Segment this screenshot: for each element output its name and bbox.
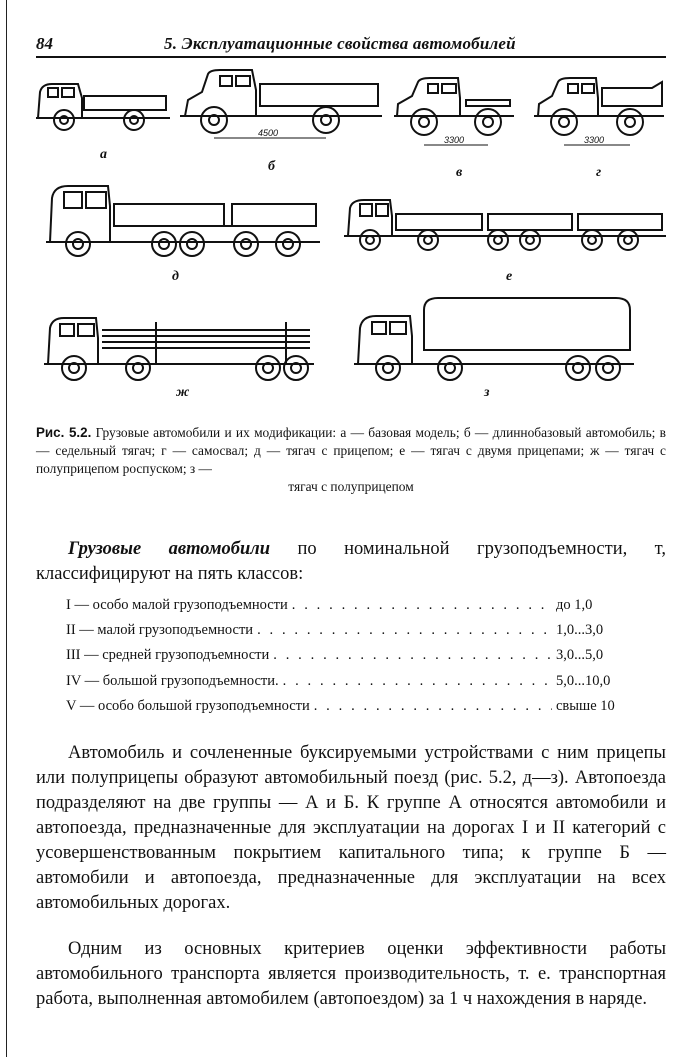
class-name: V — особо большой грузоподъемности [66,697,310,714]
list-item [66,622,626,647]
figure-label-a: а [100,147,107,162]
leader-dots [283,673,552,690]
dimension-3300-v: 3300 [444,135,465,145]
dimension-3300-g: 3300 [584,135,605,145]
leader-dots [257,622,552,639]
paragraph3-text: Одним из основных критериев оценки эффективности работы автомобильного транспорта является производительность, т. е. транспортная работа, выполненная автомобилем (автопоездом) за 1 ч нахождения в наряде. [36,939,666,1009]
class-name: III — средней грузоподъемности [66,647,270,664]
list-item [66,698,626,723]
class-name: IV — большой грузоподъемности. [66,672,279,689]
page-number: 84 [36,34,53,53]
paragraph2-text: Автомобиль и сочлененные буксируемыми устройствами с ним прицепы или полуприцепы образуют автомобильный поезд (рис. 5.2, д—з). Автопоезда подразделяют на две группы — А и Б. К группе А относятся автомобили и автопоезда, предназначенные для эксплуатации на дорогах I и II категорий с усовершенствованным покрытием капитального типа; к группе Б — автомобили и автопоезда, предназначенные для эксплуатации на всех автомобильных дорогах. [36,743,666,913]
paragraph-trucks-intro [36,537,666,587]
figure-caption [36,424,666,496]
term-trucks: Грузовые автомобили [68,539,271,559]
class-value: свыше 10 [556,697,615,714]
paragraph-road-trains [36,741,666,916]
class-name: II — малой грузоподъемности [66,622,254,639]
caption-label: Рис. 5.2. [36,425,92,440]
figure-label-g: г [596,165,602,180]
list-item [66,597,626,622]
figure-label-z: з [484,385,490,400]
figure-label-v: в [456,165,463,180]
leader-dots [314,698,552,715]
running-title: 5. Эксплуатационные свойства автомобилей [164,34,516,53]
page-header [36,34,666,58]
leader-dots [273,647,552,664]
class-value: 3,0...5,0 [556,647,604,664]
class-value: 5,0...10,0 [556,672,611,689]
paragraph1-text: по номинальной грузоподъемности, т, классифицируют на пять классов: [36,539,666,584]
truck-zh-drawing [44,318,314,380]
truck-figure [30,66,670,416]
truck-b-drawing [180,70,382,138]
caption-last-line: тягач с полуприцепом [288,479,414,494]
caption-text: Грузовые автомобили и их модификации: а — базовая модель; б — длиннобазовый автомобиль; в — седельный тягач; г — самосвал; д — тягач с прицепом; е — тягач с двумя прицепами; ж — тягач с полуприцепом роспуском; з — [36,425,666,476]
truck-e-drawing [344,200,666,250]
capacity-class-list [66,597,626,723]
truck-drawings [30,66,670,416]
class-value: 1,0...3,0 [556,622,604,639]
dimension-4500: 4500 [258,128,279,138]
leader-dots [292,597,552,614]
list-item [66,647,626,672]
class-value: до 1,0 [556,597,593,613]
paragraph-productivity [36,937,666,1012]
list-item [66,673,626,698]
truck-a-drawing [36,84,170,130]
figure-label-e: е [506,269,513,284]
figure-label-b: б [268,159,275,174]
truck-z-drawing [354,298,634,380]
figure-label-zh: ж [176,385,190,400]
class-name: I — особо малой грузоподъемности [66,597,288,613]
page-edge-line [6,0,7,1057]
figure-label-d: д [172,269,179,284]
truck-d-drawing [46,186,320,256]
